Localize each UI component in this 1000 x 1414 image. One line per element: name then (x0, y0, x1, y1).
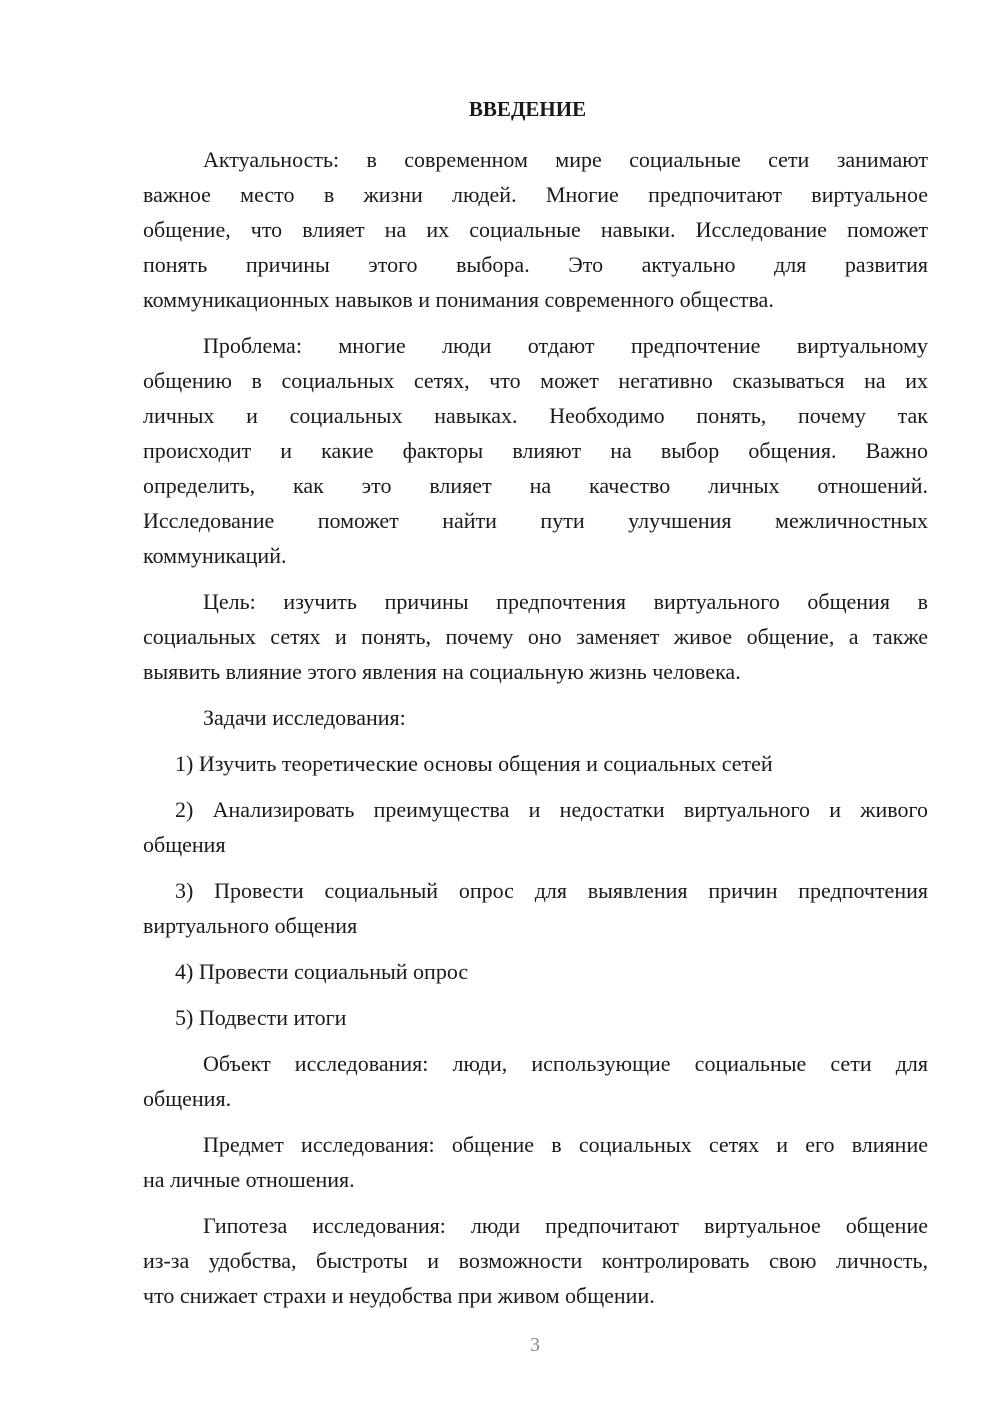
paragraph (143, 1127, 928, 1197)
text-line: происходит и какие факторы влияют на выбор общения. Важно (143, 438, 928, 463)
paragraph (143, 1208, 928, 1313)
text-line: что снижает страхи и неудобства при живом общении. (143, 1283, 655, 1308)
text-line: 2) Анализировать преимущества и недостатки виртуального и живого (175, 797, 928, 822)
text-line: на личные отношения. (143, 1167, 355, 1192)
text-line: 5) Подвести итоги (175, 1005, 347, 1030)
task-item (143, 954, 928, 989)
text-line: Задачи исследования: (203, 705, 406, 730)
text-line: общения (143, 832, 226, 857)
text-line: Объект исследования: люди, использующие социальные сети для (203, 1051, 928, 1076)
text-line: общению в социальных сетях, что может негативно сказываться на их (143, 368, 928, 393)
section-title: ВВЕДЕНИЕ (468, 97, 587, 121)
paragraph (143, 328, 928, 573)
text-line: Проблема: многие люди отдают предпочтение виртуальному (203, 333, 928, 358)
text-line: виртуального общения (143, 913, 358, 938)
text-line: из-за удобства, быстроты и возможности контролировать свою личность, (143, 1248, 928, 1273)
task-item (143, 746, 928, 781)
text-line: Цель: изучить причины предпочтения виртуального общения в (203, 589, 928, 614)
text-line: Гипотеза исследования: люди предпочитают виртуальное общение (203, 1213, 928, 1238)
text-line: 1) Изучить теоретические основы общения и социальных сетей (175, 751, 773, 776)
paragraph (143, 700, 928, 735)
text-line: 3) Провести социальный опрос для выявления причин предпочтения (175, 878, 928, 903)
text-line: общения. (143, 1086, 232, 1111)
text-line: коммуникационных навыков и понимания современного общества. (143, 287, 774, 312)
task-item (143, 873, 928, 943)
document-page (143, 92, 928, 1324)
text-line: Предмет исследования: общение в социальных сетях и его влияние (203, 1132, 928, 1157)
text-line: Исследование поможет найти пути улучшения межличностных (143, 508, 928, 533)
text-line: коммуникаций. (143, 543, 287, 568)
text-line: определить, как это влияет на качество личных отношений. (143, 473, 928, 498)
text-line: важное место в жизни людей. Многие предпочитают виртуальное (143, 182, 928, 207)
page-number: 3 (530, 1334, 540, 1356)
paragraph (143, 584, 928, 689)
text-line: понять причины этого выбора. Это актуально для развития (143, 252, 928, 277)
document-body (143, 142, 928, 1313)
text-line: Актуальность: в современном мире социальные сети занимают (203, 147, 928, 172)
paragraph (143, 1046, 928, 1116)
task-item (143, 1000, 928, 1035)
paragraph (143, 142, 928, 317)
text-line: личных и социальных навыках. Необходимо понять, почему так (143, 403, 928, 428)
text-line: общение, что влияет на их социальные навыки. Исследование поможет (143, 217, 928, 242)
text-line: социальных сетях и понять, почему оно заменяет живое общение, а также (143, 624, 928, 649)
task-item (143, 792, 928, 862)
text-line: 4) Провести социальный опрос (175, 959, 469, 984)
text-line: выявить влияние этого явления на социальную жизнь человека. (143, 659, 741, 684)
